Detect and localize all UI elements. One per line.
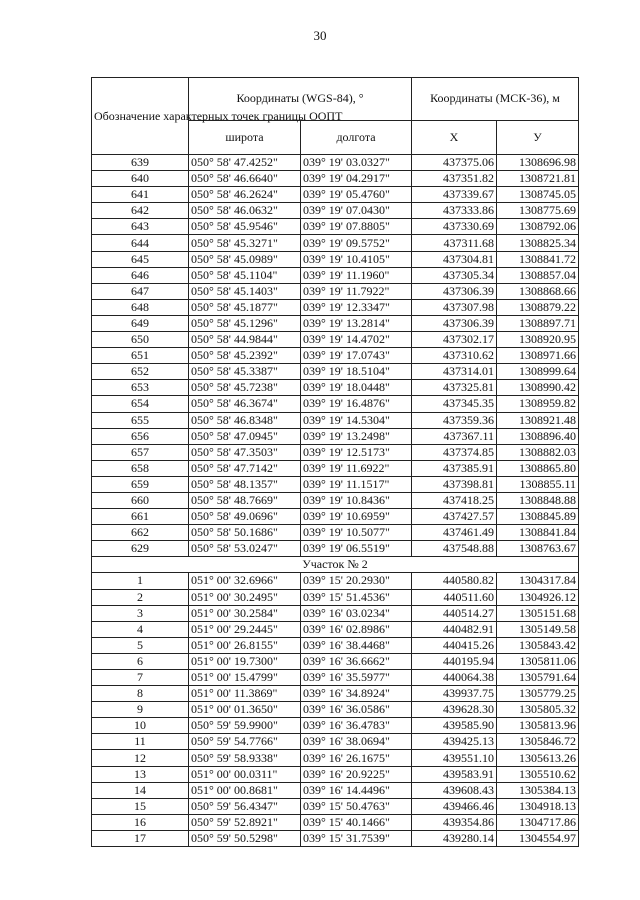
table-row: [92, 653, 579, 669]
y-coordinate-cell: 1308868.66: [497, 283, 579, 299]
table-row: [92, 637, 579, 653]
point-number-cell: 11: [92, 734, 189, 750]
longitude-cell: 039° 16' 34.8924": [301, 686, 412, 702]
latitude-cell: 050° 58' 45.9546": [189, 219, 301, 235]
x-coordinate-cell: 437548.88: [412, 541, 497, 557]
y-coordinate-cell: 1305846.72: [497, 734, 579, 750]
header-x: X: [412, 120, 497, 154]
table-row: [92, 734, 579, 750]
point-number-cell: 629: [92, 541, 189, 557]
x-coordinate-cell: 437461.49: [412, 525, 497, 541]
y-coordinate-cell: 1308745.05: [497, 187, 579, 203]
y-coordinate-cell: 1304918.13: [497, 798, 579, 814]
point-number-cell: 2: [92, 589, 189, 605]
y-coordinate-cell: 1308721.81: [497, 171, 579, 187]
latitude-cell: 051° 00' 00.0311": [189, 766, 301, 782]
latitude-cell: 050° 58' 48.7669": [189, 492, 301, 508]
point-number-cell: 651: [92, 348, 189, 364]
longitude-cell: 039° 16' 26.1675": [301, 750, 412, 766]
table-row: [92, 460, 579, 476]
point-number-cell: 9: [92, 702, 189, 718]
table-row: [92, 718, 579, 734]
latitude-cell: 050° 59' 54.7766": [189, 734, 301, 750]
y-coordinate-cell: 1308999.64: [497, 364, 579, 380]
latitude-cell: 050° 58' 47.7142": [189, 460, 301, 476]
x-coordinate-cell: 439628.30: [412, 702, 497, 718]
longitude-cell: 039° 15' 51.4536": [301, 589, 412, 605]
longitude-cell: 039° 19' 07.8805": [301, 219, 412, 235]
x-coordinate-cell: 440482.91: [412, 621, 497, 637]
longitude-cell: 039° 19' 14.4702": [301, 332, 412, 348]
header-latitude: широта: [189, 120, 301, 154]
y-coordinate-cell: 1308855.11: [497, 476, 579, 492]
table-row: [92, 219, 579, 235]
latitude-cell: 051° 00' 30.2584": [189, 605, 301, 621]
table-row: [92, 525, 579, 541]
x-coordinate-cell: 437304.81: [412, 251, 497, 267]
point-number-cell: 649: [92, 315, 189, 331]
table-row: [92, 155, 579, 171]
page-number: 30: [313, 28, 327, 43]
y-coordinate-cell: 1305151.68: [497, 605, 579, 621]
x-coordinate-cell: 439466.46: [412, 798, 497, 814]
y-coordinate-cell: 1308959.82: [497, 396, 579, 412]
latitude-cell: 050° 58' 50.1686": [189, 525, 301, 541]
latitude-cell: 050° 58' 46.0632": [189, 203, 301, 219]
longitude-cell: 039° 16' 35.5977": [301, 670, 412, 686]
latitude-cell: 051° 00' 15.4799": [189, 670, 301, 686]
y-coordinate-cell: 1308841.72: [497, 251, 579, 267]
longitude-cell: 039° 19' 18.5104": [301, 364, 412, 380]
x-coordinate-cell: 437351.82: [412, 171, 497, 187]
longitude-cell: 039° 19' 05.4760": [301, 187, 412, 203]
longitude-cell: 039° 15' 20.2930": [301, 573, 412, 589]
x-coordinate-cell: 437418.25: [412, 492, 497, 508]
latitude-cell: 050° 58' 46.8348": [189, 412, 301, 428]
point-number-cell: 660: [92, 492, 189, 508]
longitude-cell: 039° 19' 18.0448": [301, 380, 412, 396]
longitude-cell: 039° 19' 10.6959": [301, 509, 412, 525]
header-wgs84-coordinates: Координаты (WGS-84), °: [189, 78, 412, 121]
point-number-cell: 644: [92, 235, 189, 251]
y-coordinate-cell: 1305613.26: [497, 750, 579, 766]
point-number-cell: 655: [92, 412, 189, 428]
y-coordinate-cell: 1305791.64: [497, 670, 579, 686]
latitude-cell: 050° 59' 50.5298": [189, 830, 301, 846]
table-row: [92, 267, 579, 283]
point-number-cell: 662: [92, 525, 189, 541]
section-row: [92, 557, 579, 573]
table-row: [92, 702, 579, 718]
latitude-cell: 050° 58' 46.3674": [189, 396, 301, 412]
table-row: [92, 348, 579, 364]
y-coordinate-cell: 1308879.22: [497, 299, 579, 315]
longitude-cell: 039° 19' 09.5752": [301, 235, 412, 251]
latitude-cell: 050° 58' 49.0696": [189, 509, 301, 525]
point-number-cell: 648: [92, 299, 189, 315]
x-coordinate-cell: 440195.94: [412, 653, 497, 669]
x-coordinate-cell: 439354.86: [412, 814, 497, 830]
x-coordinate-cell: 437374.85: [412, 444, 497, 460]
longitude-cell: 039° 19' 11.7922": [301, 283, 412, 299]
table-row: [92, 509, 579, 525]
table-row: [92, 428, 579, 444]
latitude-cell: 050° 58' 46.2624": [189, 187, 301, 203]
x-coordinate-cell: 437310.62: [412, 348, 497, 364]
longitude-cell: 039° 19' 03.0327": [301, 155, 412, 171]
point-number-cell: 16: [92, 814, 189, 830]
table-row: [92, 814, 579, 830]
x-coordinate-cell: 437330.69: [412, 219, 497, 235]
table-row: [92, 412, 579, 428]
x-coordinate-cell: 437305.34: [412, 267, 497, 283]
latitude-cell: 051° 00' 11.3869": [189, 686, 301, 702]
point-number-cell: 10: [92, 718, 189, 734]
point-number-cell: 647: [92, 283, 189, 299]
x-coordinate-cell: 439551.10: [412, 750, 497, 766]
header-point-designation: Обозначение характерных точек границы ООПТ: [92, 78, 189, 155]
latitude-cell: 050° 58' 47.4252": [189, 155, 301, 171]
latitude-cell: 050° 58' 45.1296": [189, 315, 301, 331]
coordinates-table: [91, 77, 579, 847]
point-number-cell: 657: [92, 444, 189, 460]
y-coordinate-cell: 1308920.95: [497, 332, 579, 348]
table-row: [92, 396, 579, 412]
longitude-cell: 039° 16' 02.8986": [301, 621, 412, 637]
longitude-cell: 039° 15' 40.1466": [301, 814, 412, 830]
longitude-cell: 039° 19' 13.2814": [301, 315, 412, 331]
x-coordinate-cell: 439585.90: [412, 718, 497, 734]
x-coordinate-cell: 437427.57: [412, 509, 497, 525]
table-row: [92, 798, 579, 814]
point-number-cell: 640: [92, 171, 189, 187]
y-coordinate-cell: 1305510.62: [497, 766, 579, 782]
latitude-cell: 050° 58' 45.7238": [189, 380, 301, 396]
table-row: [92, 380, 579, 396]
x-coordinate-cell: 439425.13: [412, 734, 497, 750]
longitude-cell: 039° 15' 50.4763": [301, 798, 412, 814]
table-row: [92, 299, 579, 315]
latitude-cell: 050° 59' 56.4347": [189, 798, 301, 814]
point-number-cell: 646: [92, 267, 189, 283]
header-msk36-coordinates: Координаты (МСК-36), м: [412, 78, 579, 121]
section-title: Участок № 2: [92, 557, 579, 573]
longitude-cell: 039° 19' 11.1960": [301, 267, 412, 283]
longitude-cell: 039° 19' 07.0430": [301, 203, 412, 219]
x-coordinate-cell: 437398.81: [412, 476, 497, 492]
point-number-cell: 661: [92, 509, 189, 525]
y-coordinate-cell: 1304554.97: [497, 830, 579, 846]
table-row: [92, 750, 579, 766]
point-number-cell: 7: [92, 670, 189, 686]
x-coordinate-cell: 437367.11: [412, 428, 497, 444]
x-coordinate-cell: 437306.39: [412, 315, 497, 331]
longitude-cell: 039° 19' 10.4105": [301, 251, 412, 267]
longitude-cell: 039° 19' 12.3347": [301, 299, 412, 315]
y-coordinate-cell: 1308825.34: [497, 235, 579, 251]
latitude-cell: 051° 00' 30.2495": [189, 589, 301, 605]
x-coordinate-cell: 440514.27: [412, 605, 497, 621]
table-row: [92, 332, 579, 348]
longitude-cell: 039° 19' 17.0743": [301, 348, 412, 364]
header-y: У: [497, 120, 579, 154]
table-row: [92, 605, 579, 621]
latitude-cell: 050° 58' 45.3271": [189, 235, 301, 251]
table-header: [92, 78, 579, 155]
x-coordinate-cell: 437339.67: [412, 187, 497, 203]
table-row: [92, 364, 579, 380]
x-coordinate-cell: 437385.91: [412, 460, 497, 476]
table-row: [92, 670, 579, 686]
y-coordinate-cell: 1305811.06: [497, 653, 579, 669]
x-coordinate-cell: 440580.82: [412, 573, 497, 589]
longitude-cell: 039° 19' 11.1517": [301, 476, 412, 492]
point-number-cell: 642: [92, 203, 189, 219]
longitude-cell: 039° 19' 13.2498": [301, 428, 412, 444]
point-number-cell: 645: [92, 251, 189, 267]
latitude-cell: 050° 58' 44.9844": [189, 332, 301, 348]
longitude-cell: 039° 19' 04.2917": [301, 171, 412, 187]
latitude-cell: 051° 00' 32.6966": [189, 573, 301, 589]
latitude-cell: 050° 58' 45.1877": [189, 299, 301, 315]
point-number-cell: 14: [92, 782, 189, 798]
x-coordinate-cell: 439937.75: [412, 686, 497, 702]
x-coordinate-cell: 439608.43: [412, 782, 497, 798]
table-row: [92, 686, 579, 702]
latitude-cell: 050° 58' 47.0945": [189, 428, 301, 444]
x-coordinate-cell: 437314.01: [412, 364, 497, 380]
y-coordinate-cell: 1308848.88: [497, 492, 579, 508]
y-coordinate-cell: 1308865.80: [497, 460, 579, 476]
y-coordinate-cell: 1304317.84: [497, 573, 579, 589]
table-row: [92, 283, 579, 299]
longitude-cell: 039° 19' 14.5304": [301, 412, 412, 428]
table-row: [92, 621, 579, 637]
longitude-cell: 039° 16' 14.4496": [301, 782, 412, 798]
y-coordinate-cell: 1304717.86: [497, 814, 579, 830]
y-coordinate-cell: 1308792.06: [497, 219, 579, 235]
y-coordinate-cell: 1308763.67: [497, 541, 579, 557]
y-coordinate-cell: 1308882.03: [497, 444, 579, 460]
x-coordinate-cell: 437306.39: [412, 283, 497, 299]
point-number-cell: 13: [92, 766, 189, 782]
latitude-cell: 050° 58' 45.1403": [189, 283, 301, 299]
latitude-cell: 051° 00' 19.7300": [189, 653, 301, 669]
point-number-cell: 656: [92, 428, 189, 444]
y-coordinate-cell: 1308775.69: [497, 203, 579, 219]
point-number-cell: 6: [92, 653, 189, 669]
table-row: [92, 315, 579, 331]
table-row: [92, 830, 579, 846]
x-coordinate-cell: 437375.06: [412, 155, 497, 171]
x-coordinate-cell: 437325.81: [412, 380, 497, 396]
point-number-cell: 654: [92, 396, 189, 412]
longitude-cell: 039° 19' 10.5077": [301, 525, 412, 541]
longitude-cell: 039° 19' 06.5519": [301, 541, 412, 557]
y-coordinate-cell: 1308921.48: [497, 412, 579, 428]
table-row: [92, 589, 579, 605]
table-row: [92, 492, 579, 508]
table-row: [92, 251, 579, 267]
table-row: [92, 203, 579, 219]
latitude-cell: 050° 58' 45.0989": [189, 251, 301, 267]
table-row: [92, 766, 579, 782]
point-number-cell: 17: [92, 830, 189, 846]
x-coordinate-cell: 437359.36: [412, 412, 497, 428]
longitude-cell: 039° 19' 12.5173": [301, 444, 412, 460]
latitude-cell: 050° 59' 58.9338": [189, 750, 301, 766]
y-coordinate-cell: 1308841.84: [497, 525, 579, 541]
latitude-cell: 050° 58' 53.0247": [189, 541, 301, 557]
table-row: [92, 187, 579, 203]
y-coordinate-cell: 1304926.12: [497, 589, 579, 605]
point-number-cell: 652: [92, 364, 189, 380]
point-number-cell: 658: [92, 460, 189, 476]
x-coordinate-cell: 439583.91: [412, 766, 497, 782]
latitude-cell: 050° 59' 52.8921": [189, 814, 301, 830]
x-coordinate-cell: 440511.60: [412, 589, 497, 605]
latitude-cell: 050° 58' 46.6640": [189, 171, 301, 187]
table-row: [92, 573, 579, 589]
x-coordinate-cell: 439280.14: [412, 830, 497, 846]
y-coordinate-cell: 1305813.96: [497, 718, 579, 734]
y-coordinate-cell: 1308897.71: [497, 315, 579, 331]
x-coordinate-cell: 440415.26: [412, 637, 497, 653]
longitude-cell: 039° 15' 31.7539": [301, 830, 412, 846]
point-number-cell: 8: [92, 686, 189, 702]
point-number-cell: 639: [92, 155, 189, 171]
latitude-cell: 050° 58' 47.3503": [189, 444, 301, 460]
latitude-cell: 051° 00' 26.8155": [189, 637, 301, 653]
point-number-cell: 643: [92, 219, 189, 235]
longitude-cell: 039° 19' 10.8436": [301, 492, 412, 508]
y-coordinate-cell: 1305779.25: [497, 686, 579, 702]
latitude-cell: 050° 58' 45.1104": [189, 267, 301, 283]
y-coordinate-cell: 1308857.04: [497, 267, 579, 283]
point-number-cell: 12: [92, 750, 189, 766]
longitude-cell: 039° 16' 36.6662": [301, 653, 412, 669]
x-coordinate-cell: 437345.35: [412, 396, 497, 412]
latitude-cell: 050° 59' 59.9900": [189, 718, 301, 734]
y-coordinate-cell: 1305843.42: [497, 637, 579, 653]
y-coordinate-cell: 1308896.40: [497, 428, 579, 444]
point-number-cell: 1: [92, 573, 189, 589]
longitude-cell: 039° 16' 03.0234": [301, 605, 412, 621]
point-number-cell: 4: [92, 621, 189, 637]
point-number-cell: 3: [92, 605, 189, 621]
table-row: [92, 782, 579, 798]
longitude-cell: 039° 16' 36.0586": [301, 702, 412, 718]
point-number-cell: 641: [92, 187, 189, 203]
table-row: [92, 444, 579, 460]
table-body: [92, 155, 579, 847]
longitude-cell: 039° 19' 16.4876": [301, 396, 412, 412]
latitude-cell: 050° 58' 48.1357": [189, 476, 301, 492]
point-number-cell: 650: [92, 332, 189, 348]
latitude-cell: 050° 58' 45.3387": [189, 364, 301, 380]
longitude-cell: 039° 19' 11.6922": [301, 460, 412, 476]
latitude-cell: 050° 58' 45.2392": [189, 348, 301, 364]
latitude-cell: 051° 00' 29.2445": [189, 621, 301, 637]
table-row: [92, 541, 579, 557]
x-coordinate-cell: 437333.86: [412, 203, 497, 219]
x-coordinate-cell: 437302.17: [412, 332, 497, 348]
table-row: [92, 476, 579, 492]
table-row: [92, 171, 579, 187]
point-number-cell: 653: [92, 380, 189, 396]
table-row: [92, 235, 579, 251]
y-coordinate-cell: 1305149.58: [497, 621, 579, 637]
latitude-cell: 051° 00' 00.8681": [189, 782, 301, 798]
y-coordinate-cell: 1308845.89: [497, 509, 579, 525]
point-number-cell: 659: [92, 476, 189, 492]
point-number-cell: 15: [92, 798, 189, 814]
y-coordinate-cell: 1308990.42: [497, 380, 579, 396]
y-coordinate-cell: 1308971.66: [497, 348, 579, 364]
x-coordinate-cell: 437307.98: [412, 299, 497, 315]
y-coordinate-cell: 1305805.32: [497, 702, 579, 718]
longitude-cell: 039° 16' 36.4783": [301, 718, 412, 734]
longitude-cell: 039° 16' 38.4468": [301, 637, 412, 653]
header-longitude: долгота: [301, 120, 412, 154]
y-coordinate-cell: 1308696.98: [497, 155, 579, 171]
point-number-cell: 5: [92, 637, 189, 653]
longitude-cell: 039° 16' 38.0694": [301, 734, 412, 750]
longitude-cell: 039° 16' 20.9225": [301, 766, 412, 782]
latitude-cell: 051° 00' 01.3650": [189, 702, 301, 718]
x-coordinate-cell: 440064.38: [412, 670, 497, 686]
y-coordinate-cell: 1305384.13: [497, 782, 579, 798]
x-coordinate-cell: 437311.68: [412, 235, 497, 251]
